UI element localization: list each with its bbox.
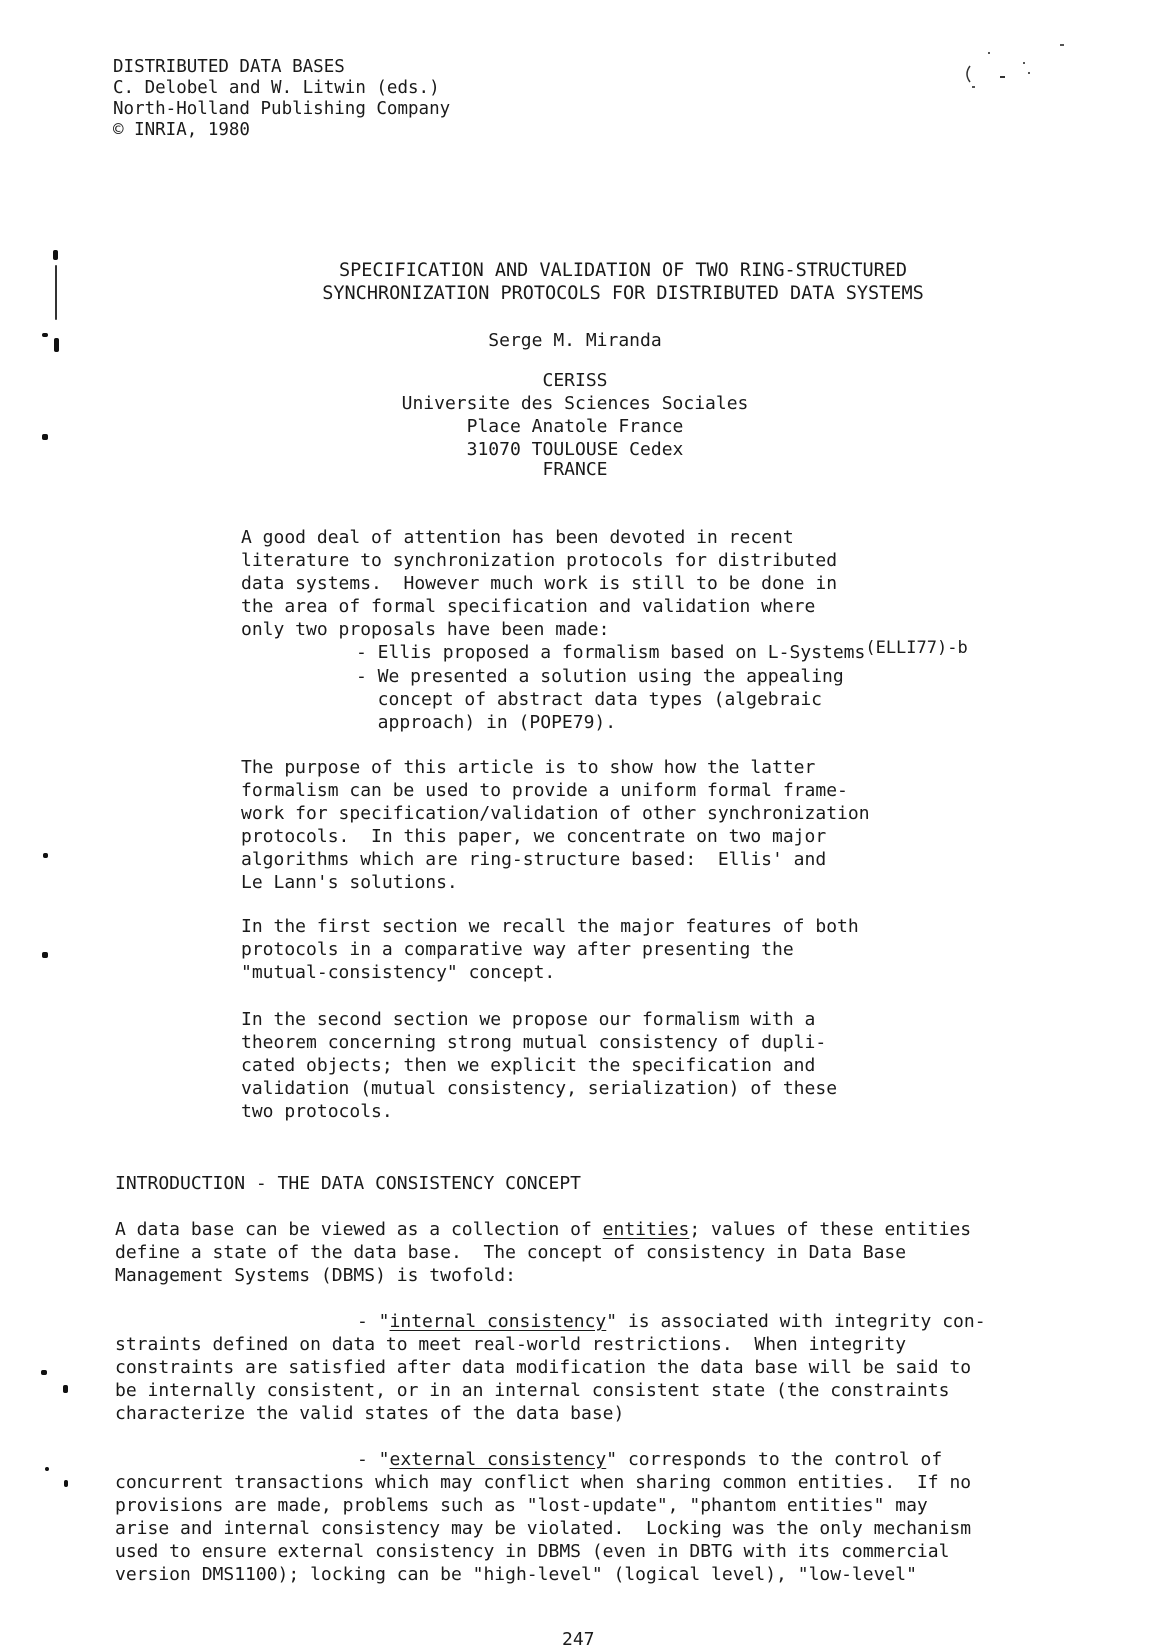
list-item-text: - Ellis proposed a formalism based on L-Systems — [356, 642, 866, 663]
internal-consistency-paragraph — [115, 1310, 986, 1425]
affiliation-line: Universite des Sciences Sociales — [401, 393, 749, 414]
text-span: - " — [357, 1449, 390, 1470]
text-line — [115, 1310, 986, 1333]
intro-paragraph — [115, 1218, 971, 1287]
text-line: algorithms which are ring-structure based: Ellis' and — [241, 849, 827, 870]
margin-mark — [43, 853, 48, 858]
author-affiliation — [0, 369, 1150, 481]
abstract-paragraph — [241, 526, 837, 641]
list-item — [356, 638, 968, 665]
text-line — [115, 1448, 971, 1471]
text-line: In the second section we propose our formalism with a — [241, 1009, 816, 1030]
text-span: - " — [357, 1311, 390, 1332]
text-line: In the first section we recall the major features of both — [241, 916, 859, 937]
text-line: arise and internal consistency may be violated. Locking was the only mechanism — [115, 1518, 972, 1539]
term-external-consistency: external consistency — [389, 1449, 607, 1470]
text-line: Management Systems (DBMS) is twofold: — [115, 1265, 516, 1286]
text-line: literature to synchronization protocols for distributed — [241, 550, 838, 571]
abstract-paragraph — [241, 915, 859, 984]
text-line: only two proposals have been made: — [241, 619, 610, 640]
section-heading: INTRODUCTION - THE DATA CONSISTENCY CONCEPT — [115, 1173, 581, 1194]
proposal-list — [356, 638, 968, 734]
margin-mark — [42, 952, 48, 958]
text-line: theorem concerning strong mutual consistency of dupli- — [241, 1032, 827, 1053]
text-line: used to ensure external consistency in DBMS (even in DBTG with its commercial — [115, 1541, 950, 1562]
text-line: straints defined on data to meet real-world restrictions. When integrity — [115, 1334, 907, 1355]
margin-mark — [64, 1480, 68, 1487]
list-item-continuation: approach) in (POPE79). — [356, 712, 617, 733]
text-line: validation (mutual consistency, serialization) of these — [241, 1078, 838, 1099]
title-line: SPECIFICATION AND VALIDATION OF TWO RING-STRUCTURED — [338, 260, 908, 281]
text-line: protocols in a comparative way after presenting the — [241, 939, 794, 960]
title-line: SYNCHRONIZATION PROTOCOLS FOR DISTRIBUTED DATA SYSTEMS — [322, 283, 924, 304]
page-number: 247 — [562, 1629, 595, 1650]
text-line — [115, 1218, 971, 1241]
text-line: work for specification/validation of other synchronization — [241, 803, 870, 824]
text-line: be internally consistent, or in an internal consistent state (the constraints — [115, 1380, 950, 1401]
text-line: formalism can be used to provide a uniform formal frame- — [241, 780, 848, 801]
text-line: characterize the valid states of the data base) — [115, 1403, 625, 1424]
affiliation-line: CERISS — [542, 370, 608, 391]
text-line: version DMS1100); locking can be "high-level" (logical level), "low-level" — [115, 1564, 917, 1585]
citation-ref: (ELLI77)-b — [865, 638, 968, 658]
text-line: A good deal of attention has been devoted in recent — [241, 527, 794, 548]
term-internal-consistency: internal consistency — [389, 1311, 607, 1332]
text-line: The purpose of this article is to show how the latter — [241, 757, 816, 778]
paper-title — [0, 259, 1166, 305]
affiliation-line: FRANCE — [542, 459, 608, 480]
publication-line: © INRIA, 1980 — [113, 120, 250, 140]
text-line: the area of formal specification and validation where — [241, 596, 816, 617]
text-line: provisions are made, problems such as "lost-update", "phantom entities" may — [115, 1495, 928, 1516]
affiliation-line: Place Anatole France — [466, 416, 684, 437]
list-item-continuation: concept of abstract data types (algebraic — [356, 689, 822, 710]
text-line: data systems. However much work is still to be done in — [241, 573, 838, 594]
text-span: " is associated with integrity con- — [606, 1311, 986, 1332]
text-line: protocols. In this paper, we concentrate on two major — [241, 826, 827, 847]
author-name: Serge M. Miranda — [488, 330, 662, 351]
publication-line: C. Delobel and W. Litwin (eds.) — [113, 78, 440, 98]
publication-line: DISTRIBUTED DATA BASES — [113, 57, 345, 77]
text-line: Le Lann's solutions. — [241, 872, 458, 893]
text-span: ; values of these entities — [689, 1219, 972, 1240]
scan-speckle — [960, 38, 1070, 98]
abstract-paragraph — [241, 1008, 837, 1123]
text-span: A data base can be viewed as a collection of — [115, 1219, 603, 1240]
text-span: " corresponds to the control of — [606, 1449, 943, 1470]
margin-mark — [41, 1370, 47, 1375]
text-line: cated objects; then we explicit the specification and — [241, 1055, 816, 1076]
text-line: two protocols. — [241, 1101, 393, 1122]
term-entities: entities — [602, 1219, 690, 1240]
abstract-paragraph — [241, 756, 870, 894]
text-line: "mutual-consistency" concept. — [241, 962, 556, 983]
margin-mark — [45, 1467, 49, 1471]
text-line: concurrent transactions which may conflict when sharing common entities. If no — [115, 1472, 972, 1493]
publication-line: North-Holland Publishing Company — [113, 99, 451, 119]
external-consistency-paragraph — [115, 1448, 971, 1586]
list-item: - We presented a solution using the appealing — [356, 666, 844, 687]
margin-mark — [63, 1385, 68, 1393]
text-line: constraints are satisfied after data modification the data base will be said to — [115, 1357, 972, 1378]
affiliation-line: 31070 TOULOUSE Cedex — [466, 439, 684, 460]
text-line: define a state of the data base. The concept of consistency in Data Base — [115, 1242, 907, 1263]
publication-info — [113, 57, 450, 141]
